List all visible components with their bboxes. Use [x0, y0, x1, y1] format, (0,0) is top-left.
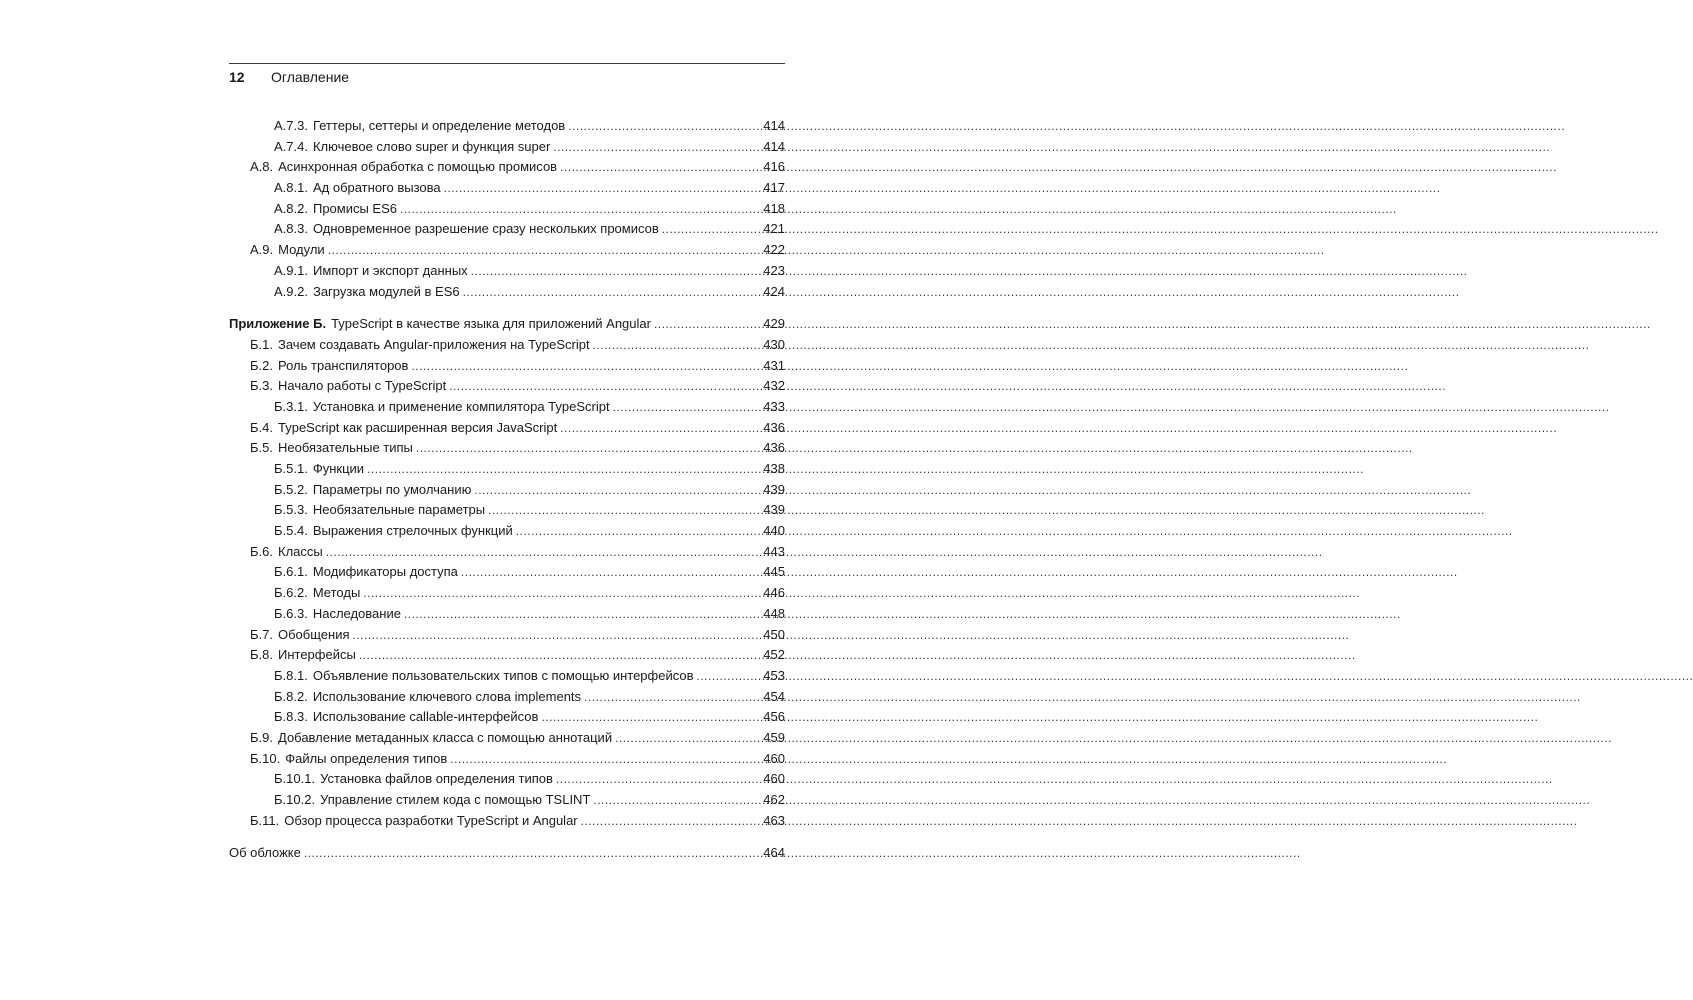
toc-entry-number: Б.6.3. [274, 605, 308, 621]
toc-entry-title: Одновременное разрешение сразу нескольких промисов [312, 221, 659, 237]
toc-entry-page: 417 [763, 180, 785, 196]
toc-entry-title: Ключевое слово super и функция super [312, 138, 551, 154]
toc-entry [229, 397, 785, 418]
dot-leader [416, 438, 760, 459]
toc-entry [229, 625, 785, 646]
dot-leader [613, 397, 761, 418]
toc-entry-number: А.8.1. [274, 180, 308, 196]
toc-entry-number: Б.10. [250, 750, 281, 766]
toc-entry-number: А.7.3. [274, 118, 308, 133]
toc-entry-title: Модификаторы доступа [312, 564, 458, 580]
toc-entry-number: Б.5.4. [274, 523, 308, 539]
dot-leader [400, 199, 760, 220]
toc-entry-title: Геттеры, сеттеры и определение методов [312, 118, 566, 133]
toc-entry-number: А.9.1. [274, 262, 308, 278]
toc-entry-number: А.7.4. [274, 138, 308, 154]
toc-entry-page: 460 [763, 771, 785, 787]
dot-leader [654, 314, 760, 335]
toc-entry-page: 452 [763, 647, 785, 663]
header-rule [229, 63, 785, 64]
toc-entry-page: 422 [763, 242, 785, 258]
toc-entry [229, 790, 785, 811]
toc-entry-page: 462 [763, 792, 785, 807]
toc-entry-page: 453 [763, 667, 785, 683]
dot-leader [488, 500, 760, 521]
dot-leader [560, 157, 760, 178]
toc-entry-title: Методы [312, 585, 361, 601]
dot-leader [471, 261, 761, 282]
toc-entry-title: Классы [278, 543, 323, 559]
dot-leader [615, 728, 760, 749]
toc-entry-title: Зачем создавать Angular-приложения на TypeScript [278, 336, 590, 352]
toc-entry [229, 769, 785, 790]
dot-leader [581, 811, 761, 832]
toc-entry-title: Асинхронная обработка с помощью промисов [278, 159, 558, 175]
toc-entry-number: Б.6.1. [274, 564, 308, 580]
dot-leader [593, 335, 761, 356]
dot-leader [367, 459, 760, 480]
toc-entry-title: Управление стилем кода с помощью TSLINT [320, 792, 591, 807]
toc-entry [229, 335, 785, 356]
toc-entry [229, 604, 785, 625]
toc-entry [229, 282, 785, 303]
toc-entry [229, 728, 785, 749]
toc-entry-page: 430 [763, 336, 785, 352]
toc-entry-page: 414 [763, 118, 785, 133]
toc-entry-page: 416 [763, 159, 785, 175]
toc-entry-title: Параметры по умолчанию [312, 481, 472, 497]
toc-entry-number: Б.1. [250, 336, 273, 352]
toc-entry-number: Б.5.3. [274, 502, 308, 518]
toc-entry-title: Об обложке [229, 845, 301, 861]
toc-entry-title: Интерфейсы [278, 647, 356, 663]
toc-entry-number: Б.8. [250, 647, 273, 663]
toc-entry-number: Б.8.3. [274, 709, 308, 725]
toc-entry [229, 219, 785, 240]
dot-leader [541, 707, 760, 728]
dot-leader [463, 282, 761, 303]
toc-entry-title: Роль транспиляторов [278, 357, 409, 373]
dot-leader [450, 749, 760, 770]
toc-entry-page: 440 [763, 523, 785, 539]
toc-entry-number: А.8. [250, 159, 274, 175]
toc-entry-number: А.8.3. [274, 221, 308, 237]
toc-entry-number: Приложение Б. [229, 316, 327, 332]
toc-entry-page: 414 [763, 138, 785, 154]
toc-entry-title: Выражения стрелочных функций [312, 523, 513, 539]
toc-entry-number: Б.2. [250, 357, 273, 373]
toc-entry-title: Импорт и экспорт данных [312, 262, 468, 278]
dot-leader [404, 604, 760, 625]
toc-entry [229, 707, 785, 728]
dot-leader [697, 666, 761, 687]
toc-entry-number: Б.6.2. [274, 585, 308, 601]
toc-entry-title: Наследование [312, 605, 401, 621]
toc-entry-number: Б.3.1. [274, 398, 308, 414]
dot-leader [568, 116, 760, 137]
table-of-contents [229, 116, 785, 864]
toc-entry-title: Ад обратного вызова [312, 180, 441, 196]
toc-entry [229, 500, 785, 521]
dot-leader [474, 480, 760, 501]
toc-entry [229, 137, 785, 158]
toc-entry [229, 521, 785, 542]
toc-entry-title: TypeScript как расширенная версия JavaScript [278, 419, 558, 435]
dot-leader [353, 625, 761, 646]
toc-entry-title: Начало работы с TypeScript [278, 378, 447, 394]
toc-entry-title: Обзор процесса разработки TypeScript и Angular [284, 812, 578, 828]
toc-entry-page: 423 [763, 262, 785, 278]
toc-entry-page: 424 [763, 283, 785, 299]
toc-entry-page: 443 [763, 543, 785, 559]
toc-entry-number: Б.5.2. [274, 481, 308, 497]
toc-entry-title: Установка и применение компилятора TypeScript [312, 398, 610, 414]
toc-entry [229, 843, 785, 864]
toc-entry-number: Б.7. [250, 626, 273, 642]
toc-entry-title: Файлы определения типов [285, 750, 448, 766]
running-title: Оглавление [271, 69, 350, 85]
dot-leader [328, 240, 761, 261]
toc-entry [229, 418, 785, 439]
toc-entry-number: Б.9. [250, 729, 273, 745]
toc-entry [229, 749, 785, 770]
toc-entry-page: 459 [763, 729, 785, 745]
toc-entry-page: 460 [763, 750, 785, 766]
dot-leader [444, 178, 761, 199]
toc-entry [229, 562, 785, 583]
toc-entry-page: 438 [763, 461, 785, 476]
toc-entry-number: А.8.2. [274, 200, 308, 216]
toc-entry-page: 421 [763, 221, 785, 237]
toc-entry-title: TypeScript в качестве языка для приложений Angular [331, 316, 651, 332]
toc-entry-number: Б.8.2. [274, 688, 308, 704]
dot-leader [662, 219, 761, 240]
toc-entry-number: Б.5.1. [274, 461, 308, 476]
toc-entry-page: 454 [763, 688, 785, 704]
toc-entry-title: Установка файлов определения типов [320, 771, 553, 787]
toc-entry [229, 157, 785, 178]
toc-entry-page: 439 [763, 481, 785, 497]
toc-entry-page: 446 [763, 585, 785, 601]
toc-entry-title: Модули [278, 242, 325, 258]
toc-entry [229, 459, 785, 480]
toc-entry-page: 433 [763, 398, 785, 414]
toc-entry-title: Использование callable-интерфейсов [312, 709, 539, 725]
dot-leader [449, 376, 760, 397]
toc-entry [229, 314, 785, 335]
toc-entry-number: Б.8.1. [274, 667, 308, 683]
toc-entry-page: 429 [763, 316, 785, 332]
toc-entry-number: Б.5. [250, 440, 273, 456]
toc-entry-page: 432 [763, 378, 785, 394]
toc-entry-number: Б.10.2. [274, 792, 316, 807]
dot-leader [560, 418, 760, 439]
dot-leader [411, 356, 760, 377]
toc-entry-number: Б.11. [250, 812, 280, 828]
dot-leader [363, 583, 760, 604]
dot-leader [461, 562, 760, 583]
toc-entry-title: Объявление пользовательских типов с помощью интерфейсов [312, 667, 694, 683]
toc-entry-page: 436 [763, 419, 785, 435]
toc-entry [229, 116, 785, 137]
toc-entry-title: Добавление метаданных класса с помощью аннотаций [278, 729, 613, 745]
toc-entry-title: Загрузка модулей в ES6 [312, 283, 460, 299]
toc-entry-title: Обобщения [278, 626, 350, 642]
toc-entry [229, 178, 785, 199]
toc-entry-number: Б.6. [250, 543, 273, 559]
toc-entry [229, 645, 785, 666]
toc-entry [229, 261, 785, 282]
toc-entry [229, 542, 785, 563]
toc-entry [229, 438, 785, 459]
dot-leader [304, 843, 760, 864]
toc-entry-number: А.9.2. [274, 283, 308, 299]
dot-leader [326, 542, 761, 563]
page-header [229, 63, 785, 85]
toc-entry-number: А.9. [250, 242, 274, 258]
toc-entry-title: Использование ключевого слова implements [312, 688, 582, 704]
toc-entry-page: 439 [763, 502, 785, 518]
toc-entry-page: 464 [763, 845, 785, 861]
page-number: 12 [229, 69, 245, 85]
toc-entry-title: Необязательные параметры [312, 502, 486, 518]
dot-leader [593, 790, 760, 811]
dot-leader [553, 137, 760, 158]
toc-entry-title: Необязательные типы [278, 440, 413, 456]
toc-entry-page: 431 [763, 357, 785, 373]
toc-entry [229, 666, 785, 687]
toc-entry [229, 240, 785, 261]
toc-entry [229, 199, 785, 220]
toc-entry-number: Б.4. [250, 419, 273, 435]
toc-entry-page: 436 [763, 440, 785, 456]
toc-entry-page: 448 [763, 605, 785, 621]
toc-entry-number: Б.3. [250, 378, 273, 394]
dot-leader [584, 687, 760, 708]
toc-entry-page: 463 [763, 812, 785, 828]
toc-entry [229, 583, 785, 604]
toc-entry-title: Функции [312, 461, 365, 476]
toc-entry [229, 480, 785, 501]
toc-entry [229, 811, 785, 832]
toc-entry-title: Промисы ES6 [312, 200, 397, 216]
toc-entry-page: 418 [763, 200, 785, 216]
dot-leader [516, 521, 761, 542]
toc-entry-page: 450 [763, 626, 785, 642]
toc-entry-number: Б.10.1. [274, 771, 316, 787]
toc-entry [229, 356, 785, 377]
dot-leader [556, 769, 760, 790]
dot-leader [359, 645, 760, 666]
toc-entry [229, 376, 785, 397]
toc-entry [229, 687, 785, 708]
toc-entry-page: 456 [763, 709, 785, 725]
toc-entry-page: 445 [763, 564, 785, 580]
